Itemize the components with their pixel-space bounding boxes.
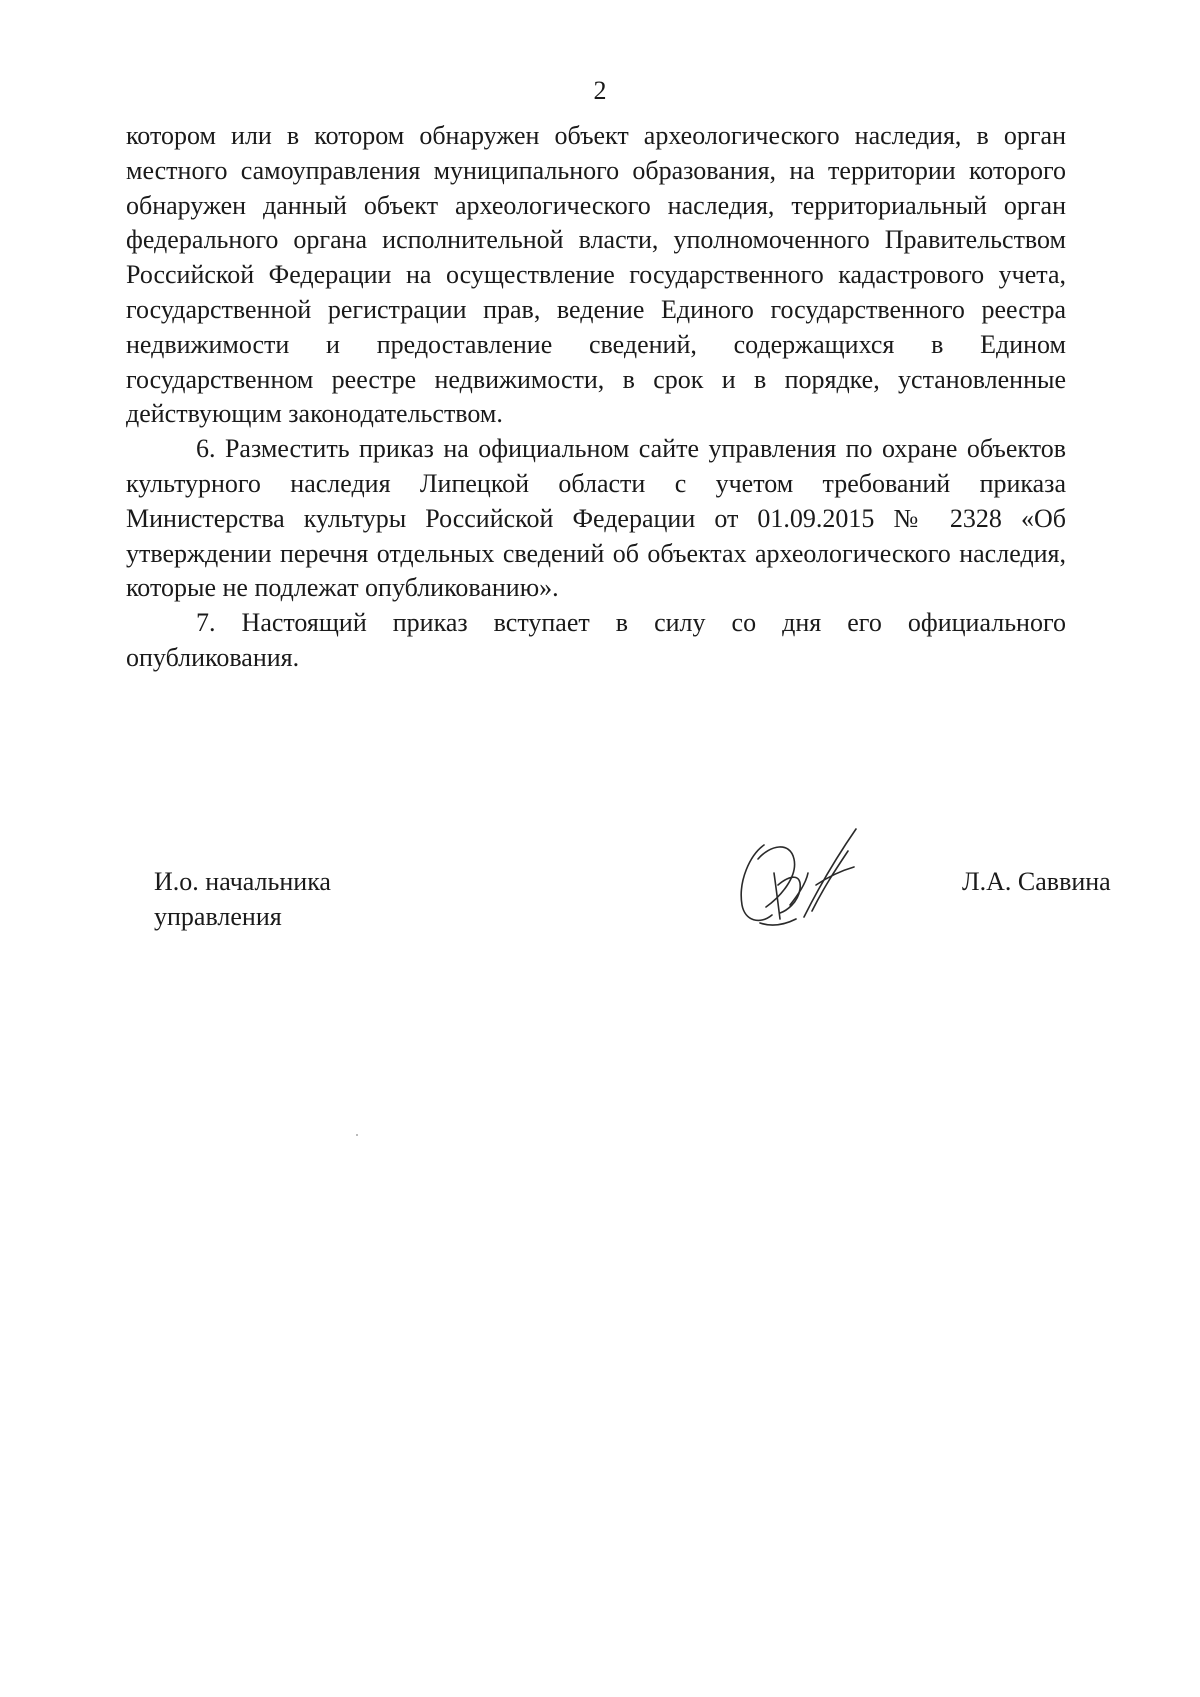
signatory-position-line-1: И.о. начальника	[154, 867, 331, 896]
paragraph-item-7: 7. Настоящий приказ вступает в силу со дня его официального опубликования.	[126, 608, 1066, 672]
document-body	[126, 119, 1066, 676]
paragraph-continuation: котором или в котором обнаружен объект археологического наследия, в орган местного самоуправления муниципального образования, на территории которого обнаружен данный объект археологического наследия, территориальный орган федерального органа исполнительной власти, уполномоченного Правительством Российской Федерации на осуществление государственного кадастрового учета, государственной регистрации прав, ведение Единого государственного реестра недвижимости и предоставление сведений, содержащихся в Едином государственном реестре недвижимости, в срок и в порядке, установленные действующим законодательством.	[126, 121, 1066, 429]
paragraph-item-6: 6. Разместить приказ на официальном сайте управления по охране объектов культурного наследия Липецкой области с учетом требований приказа Министерства культуры Российской Федерации от 01.09.2015 № 2328 «Об утверждении перечня отдельных сведений об объектах археологического наследия, которые не подлежат опубликованию».	[126, 434, 1066, 603]
handwritten-signature	[720, 815, 870, 955]
signatory-name: Л.А. Саввина	[962, 867, 1111, 896]
scan-speck	[356, 1134, 358, 1136]
signatory-position-line-2: управления	[154, 901, 282, 931]
signatory-position	[154, 865, 331, 935]
page-number: 2	[593, 76, 607, 105]
signature-block	[0, 865, 1200, 975]
